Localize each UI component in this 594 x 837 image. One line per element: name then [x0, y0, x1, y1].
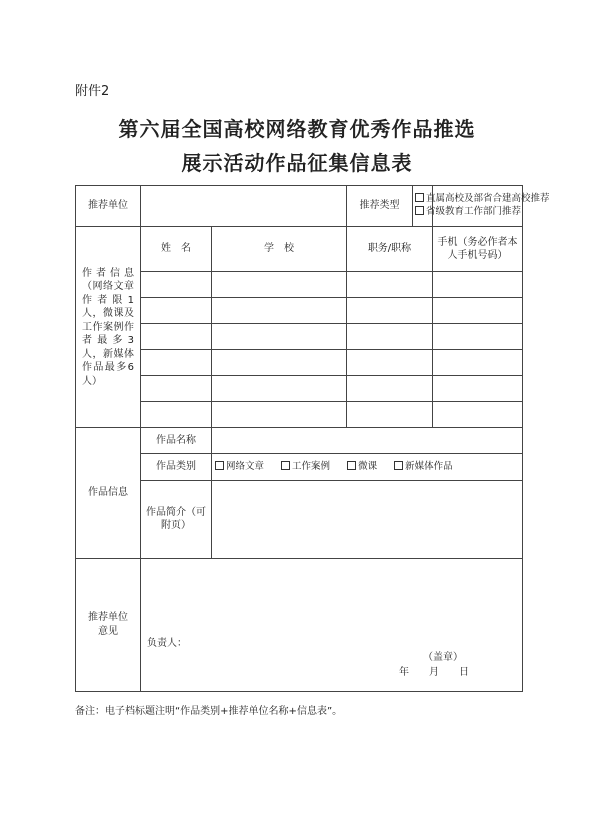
- recommend-unit-field[interactable]: [141, 186, 347, 227]
- header-school: 学 校: [212, 227, 347, 272]
- checkbox-icon[interactable]: [415, 193, 424, 202]
- opinion-row: [76, 558, 523, 691]
- checkbox-icon[interactable]: [281, 461, 290, 470]
- date-label: 年 月 日: [399, 666, 469, 678]
- category-option-case[interactable]: 工作案例: [281, 461, 330, 472]
- work-category-label: 作品类别: [141, 454, 212, 480]
- checkbox-icon[interactable]: [215, 461, 224, 470]
- opinion-field[interactable]: [141, 558, 523, 691]
- info-form-table: [75, 185, 550, 692]
- author-row: [76, 298, 523, 324]
- work-name-field[interactable]: [212, 428, 523, 454]
- work-intro-field[interactable]: [212, 480, 523, 558]
- recommend-type-options: [426, 186, 550, 227]
- checkbox-icon[interactable]: [415, 206, 424, 215]
- type-option-direct[interactable]: 直属高校及部省合建高校推荐: [415, 193, 520, 206]
- checkbox-icon[interactable]: [347, 461, 356, 470]
- header-name: 姓 名: [141, 227, 212, 272]
- type-option-provincial[interactable]: 省级教育工作部门推荐: [415, 206, 520, 219]
- header-phone: 手机（务必作者本人手机号码）: [433, 227, 523, 272]
- opinion-section-label: 推荐单位意见: [76, 558, 141, 691]
- recommend-unit-label: 推荐单位: [76, 186, 141, 227]
- work-name-label: 作品名称: [141, 428, 212, 454]
- author-row: [76, 272, 523, 298]
- recommend-type-label: 推荐类型: [347, 186, 413, 226]
- attachment-label: 附件2: [75, 84, 110, 99]
- work-category-row: [76, 454, 523, 480]
- header-position: 职务/职称: [347, 227, 433, 272]
- work-section-label: 作品信息: [76, 428, 141, 558]
- recommend-row: [76, 186, 523, 227]
- work-intro-label: 作品简介（可附页）: [141, 480, 212, 558]
- form-title-line1: 第六届全国高校网络教育优秀作品推选: [118, 117, 476, 141]
- category-option-article[interactable]: 网络文章: [215, 461, 264, 472]
- author-row: [76, 350, 523, 376]
- footnote: 备注：电子档标题注明“作品类别+推荐单位名称+信息表”。: [75, 706, 343, 717]
- author-row: [76, 324, 523, 350]
- work-intro-row: [76, 480, 523, 558]
- seal-label: （盖章）: [423, 651, 463, 663]
- author-row: [76, 376, 523, 402]
- author-row: [76, 402, 523, 428]
- form-title-line2: 展示活动作品征集信息表: [181, 151, 413, 175]
- work-name-row: [76, 428, 523, 454]
- responsible-label: 负责人：: [147, 637, 187, 649]
- checkbox-icon[interactable]: [394, 461, 403, 470]
- category-option-newmedia[interactable]: 新媒体作品: [394, 461, 453, 472]
- work-category-options: [212, 454, 523, 480]
- author-header-row: [76, 227, 523, 272]
- category-option-microlesson[interactable]: 微课: [347, 461, 377, 472]
- author-section-label: 作者信息（网络文章作者限1人，微课及工作案例作者最多3人，新媒体作品最多6人）: [76, 227, 141, 428]
